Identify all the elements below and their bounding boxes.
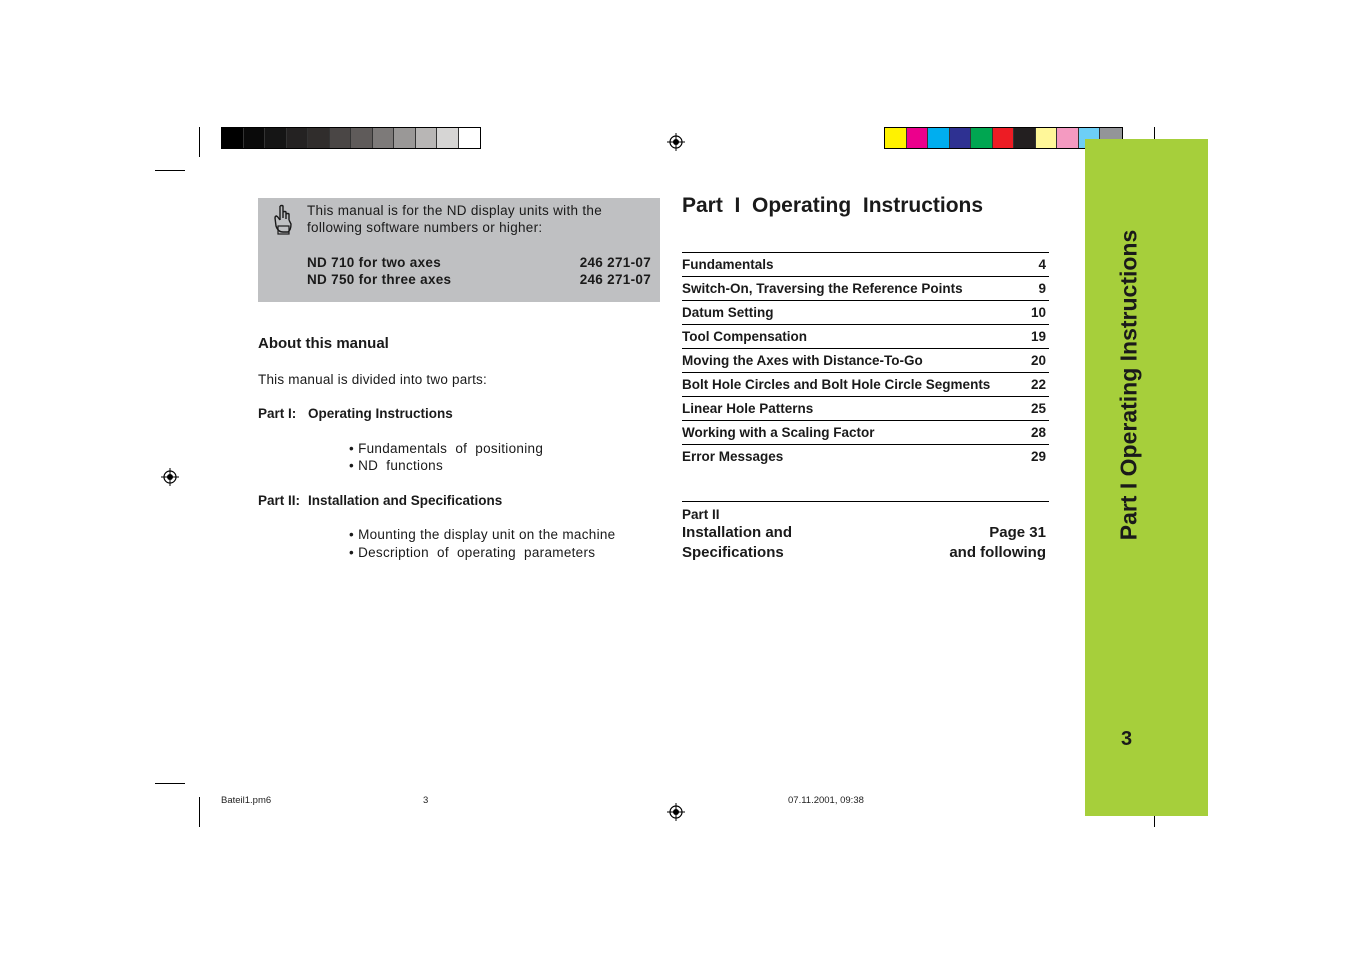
software-row-number: 246 271-07 [579, 255, 651, 270]
gray-swatch [394, 128, 416, 148]
part1-bullet: • Fundamentals of positioning [349, 441, 544, 456]
footer-timestamp: 07.11.2001, 09:38 [788, 795, 864, 806]
part2-title: Installation and Specifications [308, 493, 503, 508]
toc-entry-page: 10 [1030, 305, 1046, 320]
toc-entry-page: 25 [1030, 401, 1046, 416]
gray-swatch [287, 128, 309, 148]
part2-toc-line2: Specifications [682, 544, 784, 561]
toc-entry [682, 276, 1049, 300]
part1-bullet: • ND functions [349, 458, 444, 473]
part2-bullet: • Mounting the display unit on the machine [349, 527, 616, 542]
about-heading: About this manual [258, 335, 389, 352]
toc-bottom-rule [682, 501, 1049, 502]
note-line-2: following software numbers or higher: [307, 220, 543, 235]
toc-entry [682, 420, 1049, 444]
toc-entry [682, 372, 1049, 396]
color-swatch [971, 128, 993, 148]
page-number: 3 [1121, 728, 1133, 750]
crop-mark [155, 170, 185, 171]
part1-label: Part I: [258, 406, 297, 421]
software-row-number: 246 271-07 [579, 272, 651, 287]
toc-entry-label: Datum Setting [682, 305, 774, 320]
toc-entry-label: Bolt Hole Circles and Bolt Hole Circle Segments [682, 377, 991, 392]
color-swatch [1057, 128, 1079, 148]
software-row-label: ND 710 for two axes [307, 255, 441, 270]
toc-entry-label: Tool Compensation [682, 329, 807, 344]
part2-toc-label: Part II [682, 507, 720, 522]
registration-mark-icon [667, 803, 685, 821]
part2-bullet: • Description of operating parameters [349, 545, 596, 560]
gray-swatch [222, 128, 244, 148]
gray-swatch [351, 128, 373, 148]
toc-title: Part I Operating Instructions [682, 194, 984, 217]
gray-swatch [308, 128, 330, 148]
registration-mark-icon [161, 468, 179, 486]
gray-swatch [244, 128, 266, 148]
toc-entry-label: Working with a Scaling Factor [682, 425, 875, 440]
toc-entry [682, 396, 1049, 420]
crop-mark [155, 783, 185, 784]
toc-entry-label: Error Messages [682, 449, 784, 464]
color-swatch [907, 128, 929, 148]
section-tab [1085, 139, 1208, 816]
color-swatch [928, 128, 950, 148]
toc-entry-page: 19 [1030, 329, 1046, 344]
toc-entry-label: Switch-On, Traversing the Reference Points [682, 281, 963, 296]
color-swatch [950, 128, 972, 148]
color-swatch [1014, 128, 1036, 148]
gray-swatch [437, 128, 459, 148]
software-row-label: ND 750 for three axes [307, 272, 452, 287]
footer-page: 3 [423, 795, 429, 806]
part1-title: Operating Instructions [308, 406, 453, 421]
toc-entry [682, 300, 1049, 324]
gray-swatch [416, 128, 438, 148]
toc-entry [682, 324, 1049, 348]
note-line-1: This manual is for the ND display units with the [307, 203, 603, 218]
toc-entry [682, 348, 1049, 372]
toc-entry-label: Moving the Axes with Distance-To-Go [682, 353, 923, 368]
part2-toc-page1: Page 31 [989, 524, 1046, 541]
color-swatch [1036, 128, 1058, 148]
toc-entry-page: 20 [1030, 353, 1046, 368]
toc-entry-page: 9 [1038, 281, 1046, 296]
toc-entry-label: Fundamentals [682, 257, 774, 272]
color-swatch [993, 128, 1015, 148]
pointing-hand-icon [270, 204, 294, 236]
crop-mark [199, 797, 200, 827]
footer-filename: Bateil1.pm6 [221, 795, 272, 806]
part2-toc-line1: Installation and [682, 524, 793, 541]
gray-swatch [459, 128, 481, 148]
toc-entry [682, 444, 1049, 468]
gray-swatch [330, 128, 352, 148]
toc-entry-page: 4 [1038, 257, 1046, 272]
toc-entry-label: Linear Hole Patterns [682, 401, 814, 416]
gray-swatch [373, 128, 395, 148]
gray-swatch-bar [221, 127, 481, 149]
part2-label: Part II: [258, 493, 301, 508]
about-intro: This manual is divided into two parts: [258, 372, 487, 387]
registration-mark-icon [667, 133, 685, 151]
part2-toc-page2: and following [949, 544, 1046, 561]
color-swatch [885, 128, 907, 148]
toc-entry-page: 22 [1030, 377, 1046, 392]
toc-entry [682, 252, 1049, 276]
gray-swatch [265, 128, 287, 148]
crop-mark [199, 127, 200, 157]
toc-entry-page: 29 [1030, 449, 1046, 464]
software-note-box [258, 198, 660, 302]
toc-entry-page: 28 [1030, 425, 1046, 440]
section-tab-title: Part I Operating Instructions [1115, 229, 1142, 541]
